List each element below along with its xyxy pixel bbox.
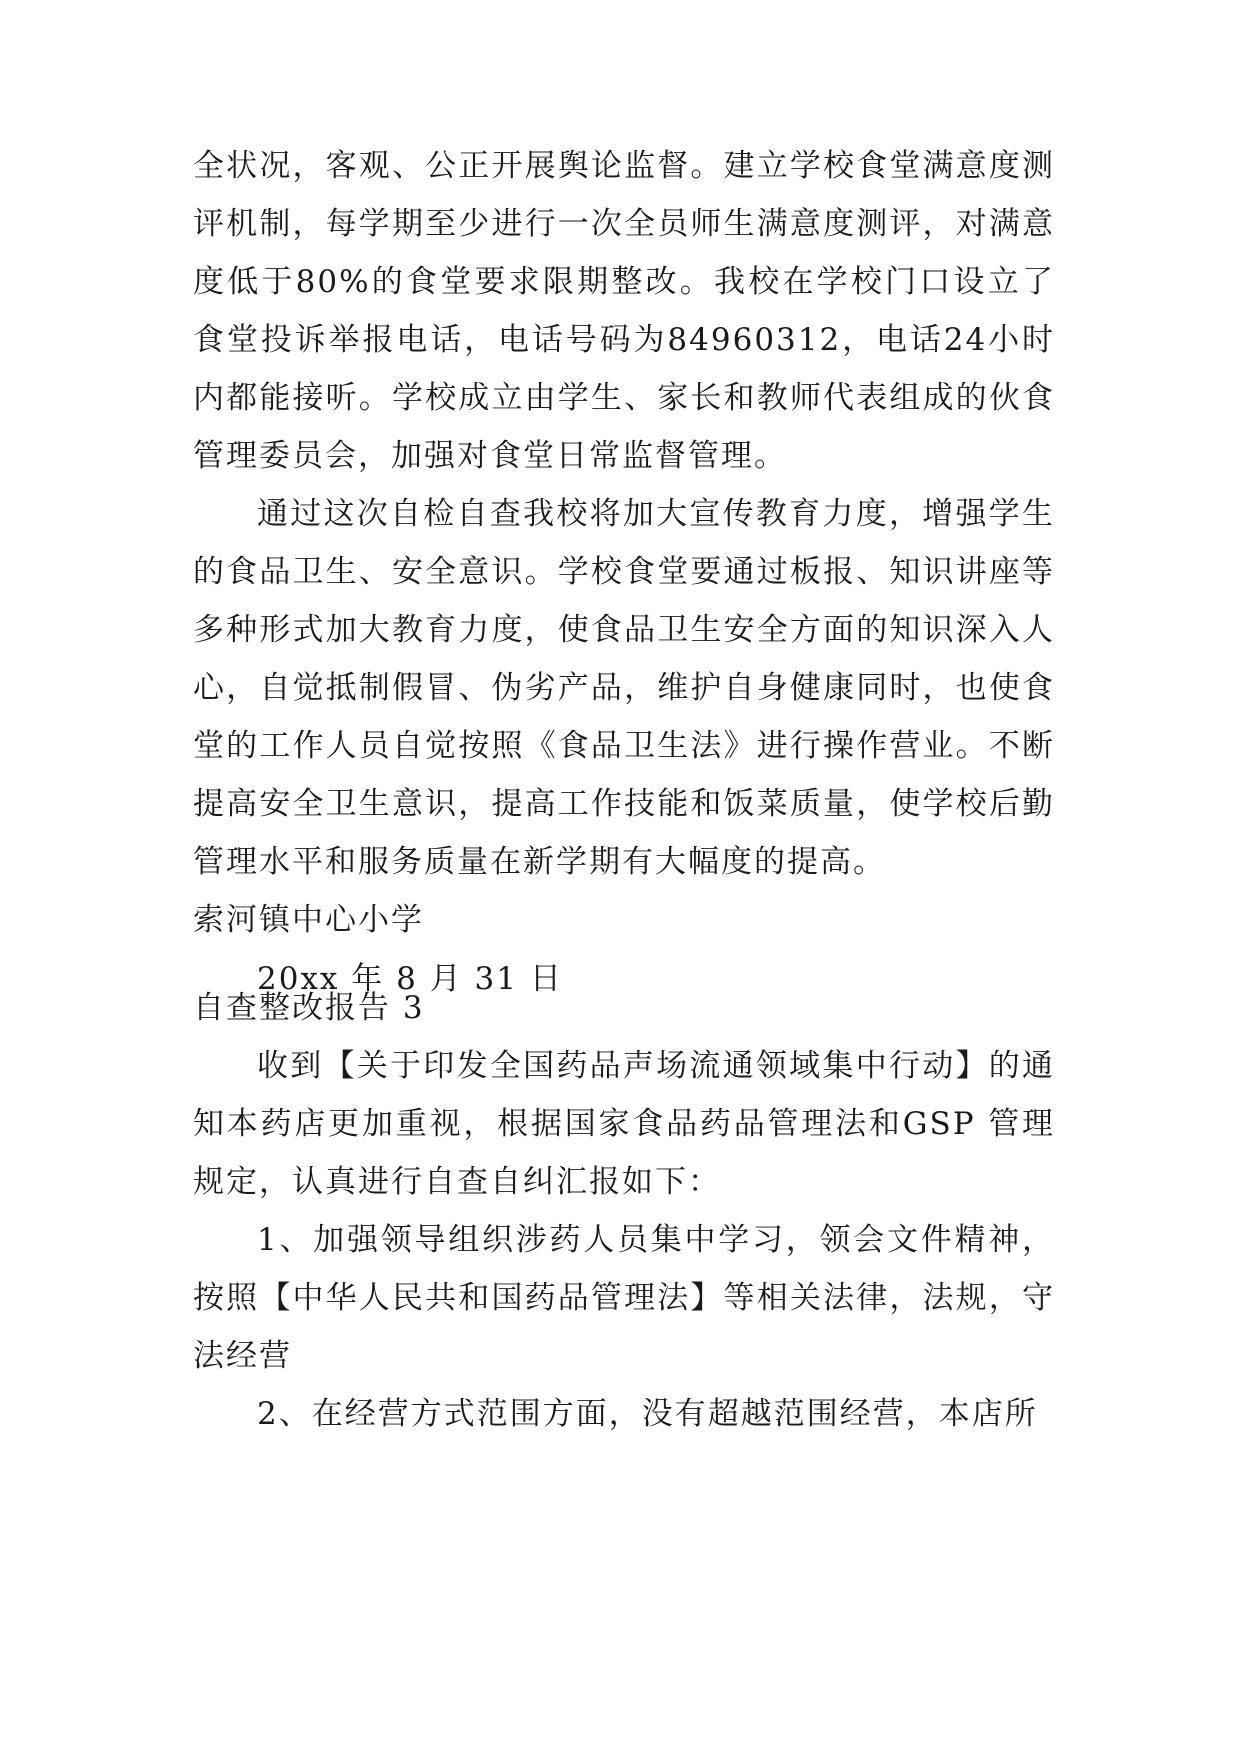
list-item-1: 1、加强领导组织涉药人员集中学习，领会文件精神，按照【中华人民共和国药品管理法】等相关法律，法规，守法经营 [193, 1222, 1055, 1374]
paragraph-notice-received: 收到【关于印发全国药品声场流通领域集中行动】的通知本药店更加重视，根据国家食品药品管理法和GSP 管理规定，认真进行自查自纠汇报如下： [193, 1048, 1055, 1200]
report-title: 自查整改报告 3 [193, 990, 425, 1026]
signature-date: 20xx 年 8 月 31 日 [257, 961, 563, 997]
signature-school-name: 索河镇中心小学 [193, 902, 424, 938]
paragraph-canteen-supervision: 全状况，客观、公正开展舆论监督。建立学校食堂满意度测评机制，每学期至少进行一次全员师生满意度测评，对满意度低于80%的食堂要求限期整改。我校在学校门口设立了食堂投诉举报电话，电话号码为84960312，电话24小时内都能接听。学校成立由学生、家长和教师代表组成的伙食管理委员会，加强对食堂日常监督管理。 [193, 148, 1055, 474]
list-item-2: 2、在经营方式范围方面，没有超越范围经营，本店所 [257, 1396, 1038, 1432]
section2-body [193, 979, 1055, 1443]
section1-body [193, 137, 1055, 1008]
paragraph-education-plan: 通过这次自检自查我校将加大宣传教育力度，增强学生的食品卫生、安全意识。学校食堂要通过板报、知识讲座等多种形式加大教育力度，使食品卫生安全方面的知识深入人心，自觉抵制假冒、伪劣产品，维护自身健康同时，也使食堂的工作人员自觉按照《食品卫生法》进行操作营业。不断提高安全卫生意识，提高工作技能和饭菜质量，使学校后勤管理水平和服务质量在新学期有大幅度的提高。 [193, 496, 1055, 880]
